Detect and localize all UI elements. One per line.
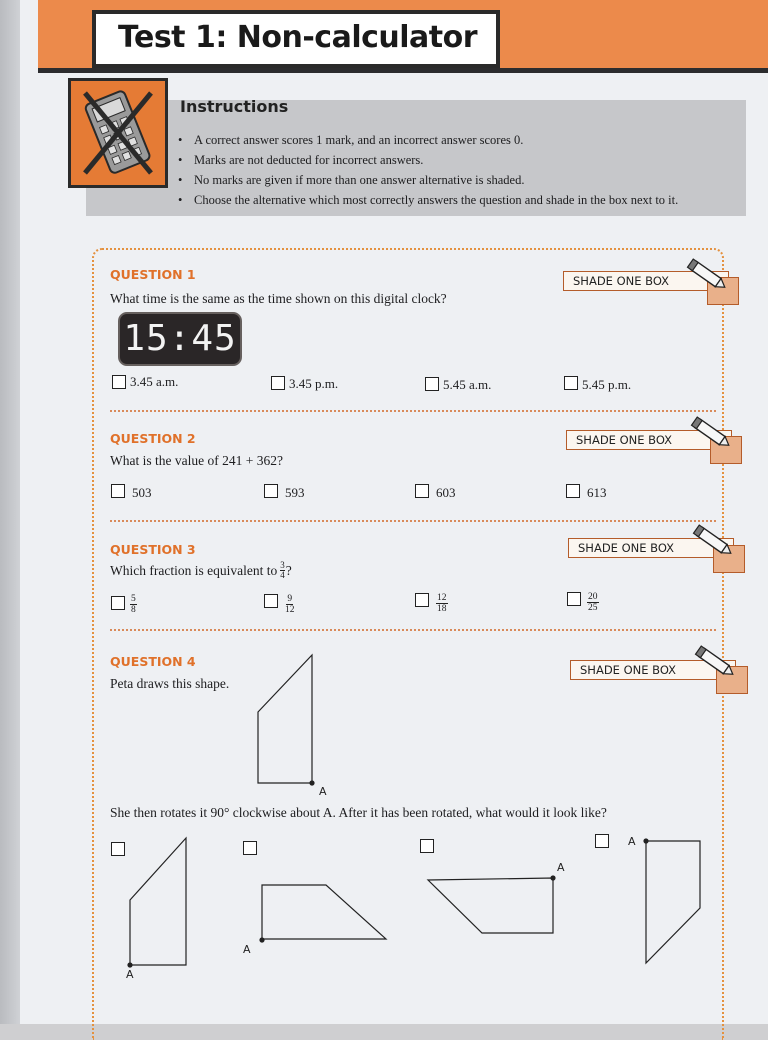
fraction-denominator: 8 <box>131 605 136 615</box>
point-a <box>127 962 132 967</box>
digital-clock: 15:45 <box>118 312 242 366</box>
shade-one-box-badge: SHADE ONE BOX <box>570 660 736 680</box>
q2-option-d: 613 <box>587 485 607 500</box>
instruction-item: • Choose the alternative which most correctly answers the question and shade in the box next to it. <box>176 190 678 210</box>
question-3-text-before: Which fraction is equivalent to <box>110 562 278 578</box>
answer-checkbox[interactable] <box>243 841 257 855</box>
instruction-item: • A correct answer scores 1 mark, and an incorrect answer scores 0. <box>176 130 678 150</box>
q2-option-c: 603 <box>436 485 456 500</box>
answer-checkbox[interactable] <box>420 839 434 853</box>
shade-one-box-badge: SHADE ONE BOX <box>568 538 734 558</box>
q2-option-a: 503 <box>132 485 152 500</box>
fraction-numerator: 5 <box>131 594 136 604</box>
option-a-point-label: A <box>126 968 134 981</box>
option-b-point-label: A <box>243 943 251 956</box>
question-4-text: Peta draws this shape. <box>110 676 230 691</box>
question-4-question: She then rotates it 90° clockwise about A. After it has been rotated, what would it look like? <box>110 805 607 820</box>
fraction-denominator: 12 <box>285 605 295 615</box>
question-1-label: QUESTION 1 <box>110 267 196 282</box>
q1-option-c: 5.45 a.m. <box>443 377 492 392</box>
fraction-numerator: 12 <box>437 593 447 603</box>
option-c-shape <box>428 878 553 933</box>
answer-checkbox[interactable] <box>595 834 609 848</box>
question-1-text: What time is the same as the time shown on this digital clock? <box>110 291 447 306</box>
fraction-denominator: 4 <box>280 570 285 580</box>
fraction-numerator: 9 <box>287 594 293 604</box>
fraction-numerator: 3 <box>280 560 285 570</box>
point-a <box>309 780 314 785</box>
q1-option-d: 5.45 p.m. <box>582 377 632 392</box>
q2-option-b: 593 <box>285 485 305 500</box>
option-d-shape <box>646 841 700 963</box>
answer-checkbox[interactable] <box>111 842 125 856</box>
question-2-text: What is the value of 241 + 362? <box>110 453 283 468</box>
point-a <box>259 937 264 942</box>
shade-one-box-badge: SHADE ONE BOX <box>566 430 732 450</box>
instructions-title: Instructions <box>180 97 289 116</box>
option-d-point-label: A <box>628 835 636 848</box>
point-a <box>550 875 555 880</box>
question-3-text-after: ? <box>285 562 292 578</box>
q1-option-b: 3.45 p.m. <box>289 376 339 391</box>
option-c-point-label: A <box>557 861 565 874</box>
question-4-label: QUESTION 4 <box>110 654 196 669</box>
question-3-label: QUESTION 3 <box>110 542 196 557</box>
instruction-item: • Marks are not deducted for incorrect answers. <box>176 150 678 170</box>
original-shape <box>258 655 312 783</box>
point-a <box>643 838 648 843</box>
shade-one-box-badge: SHADE ONE BOX <box>563 271 729 291</box>
question-2-label: QUESTION 2 <box>110 431 196 446</box>
point-a-label: A <box>319 785 327 798</box>
fraction-denominator: 18 <box>437 604 447 614</box>
instruction-item: • No marks are given if more than one answer alternative is shaded. <box>176 170 678 190</box>
option-a-shape <box>130 838 186 965</box>
option-b-shape <box>262 885 386 939</box>
fraction-denominator: 25 <box>588 603 598 613</box>
q1-option-a: 3.45 a.m. <box>130 374 179 389</box>
fraction-numerator: 20 <box>588 592 598 602</box>
page-title: Test 1: Non-calculator <box>118 20 478 55</box>
